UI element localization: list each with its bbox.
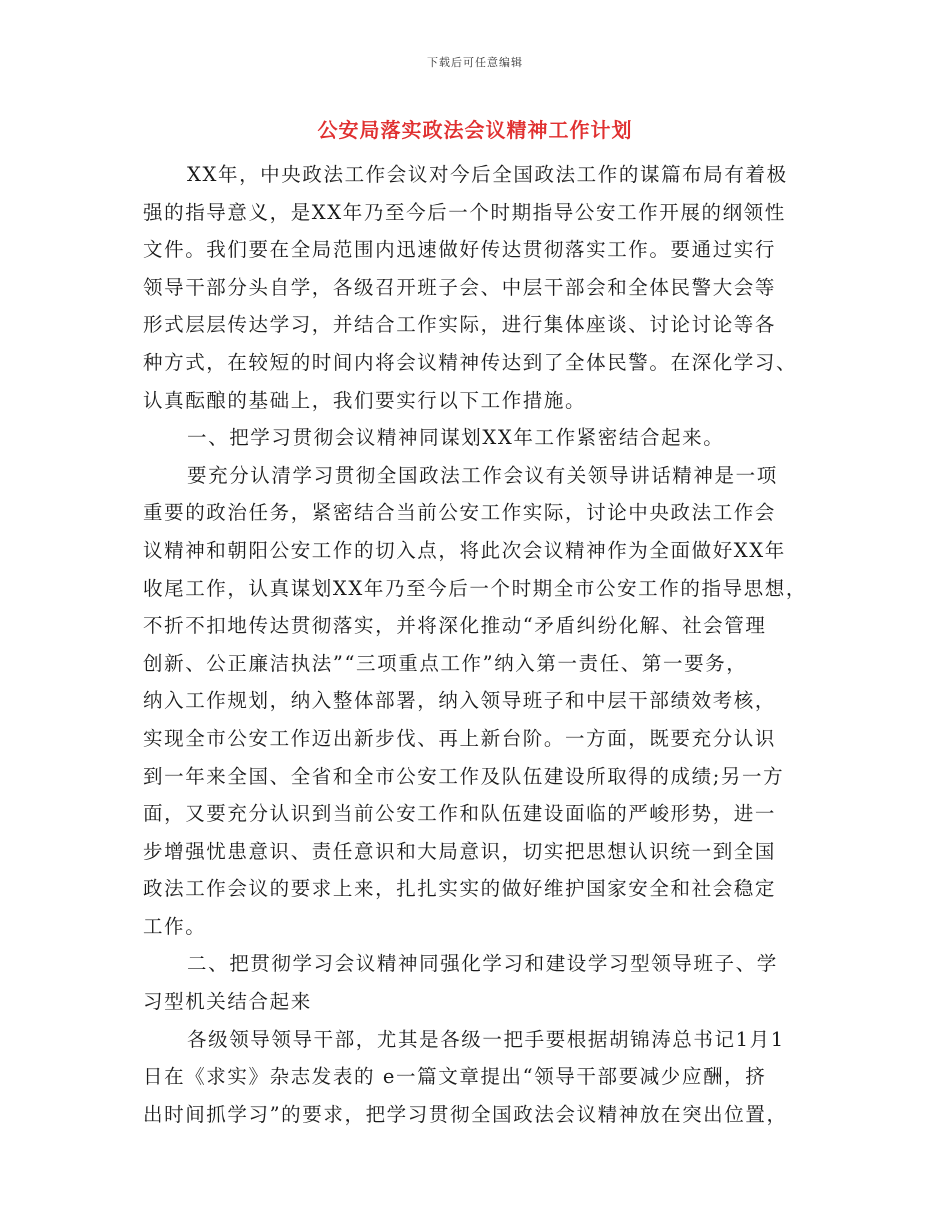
body-text-line: 二、把贯彻学习会议精神同强化学习和建设学习型领导班子、学 [187, 952, 778, 976]
page-header-note: 下载后可任意编辑 [427, 56, 523, 69]
body-text-line: 创新、公正廉洁执法”“三项重点工作”纳入第一责任、第一要务， [143, 651, 748, 675]
body-text-line: 重要的政治任务，紧密结合当前公安工作实际，讨论中央政法工作会 [143, 501, 777, 525]
body-text-line: 各级领导领导干部，尤其是各级一把手要根据胡锦涛总书记1月1 [187, 1027, 785, 1051]
body-text-line: 工作。 [143, 914, 207, 938]
body-text-line: 议精神和朝阳公安工作的切入点，将此次会议精神作为全面做好XX年 [143, 538, 786, 562]
body-text-line: 种方式，在较短的时间内将会议精神传达到了全体民警。在深化学习、 [143, 350, 798, 374]
body-text-line: 面，又要充分认识到当前公安工作和队伍建设面临的严峻形势，进一 [143, 802, 777, 826]
document-body [143, 156, 813, 1133]
body-text-line: XX年，中央政法工作会议对今后全国政法工作的谋篇布局有着极 [187, 163, 788, 186]
document-title: 公安局落实政法会议精神工作计划 [317, 118, 633, 142]
body-text-line: 不折不扣地传达贯彻落实，并将深化推动“矛盾纠纷化解、社会管理 [143, 614, 767, 638]
body-text-line: 实现全市公安工作迈出新步伐、再上新台阶。一方面，既要充分认识 [143, 726, 777, 750]
body-text-line: 步增强忧患意识、责任意识和大局意识，切实把思想认识统一到全国 [143, 839, 777, 863]
body-text-line: 强的指导意义，是XX年乃至今后一个时期指导公安工作开展的纲领性 [143, 200, 786, 224]
body-text-line: 政法工作会议的要求上来，扎扎实实的做好维护国家安全和社会稳定 [143, 877, 777, 901]
body-text-line: 日在《求实》杂志发表的 e一篇文章提出“领导干部要减少应酬，挤 [143, 1065, 767, 1089]
body-text-line: 纳入工作规划，纳入整体部署，纳入领导班子和中层干部绩效考核， [143, 689, 777, 713]
body-text-line: 收尾工作，认真谋划XX年乃至今后一个时期全市公安工作的指导思想， [143, 576, 807, 600]
body-text-line: 要充分认清学习贯彻全国政法工作会议有关领导讲话精神是一项 [187, 463, 778, 487]
body-text-line: 一、把学习贯彻会议精神同谋划XX年工作紧密结合起来。 [187, 426, 725, 450]
body-text-line: 出时间抓学习”的要求，把学习贯彻全国政法会议精神放在突出位置， [143, 1102, 788, 1126]
body-text-line: 形式层层传达学习，并结合工作实际，进行集体座谈、讨论讨论等各 [143, 313, 777, 337]
body-text-line: 到一年来全国、全省和全市公安工作及队伍建设所取得的成绩;另一方 [143, 764, 785, 788]
body-text-line: 领导干部分头自学，各级召开班子会、中层干部会和全体民警大会等 [143, 275, 777, 299]
body-text-line: 认真酝酿的基础上，我们要实行以下工作措施。 [143, 388, 587, 412]
body-text-line: 文件。我们要在全局范围内迅速做好传达贯彻落实工作。要通过实行 [143, 238, 777, 262]
body-text-line: 习型机关结合起来 [143, 990, 312, 1014]
